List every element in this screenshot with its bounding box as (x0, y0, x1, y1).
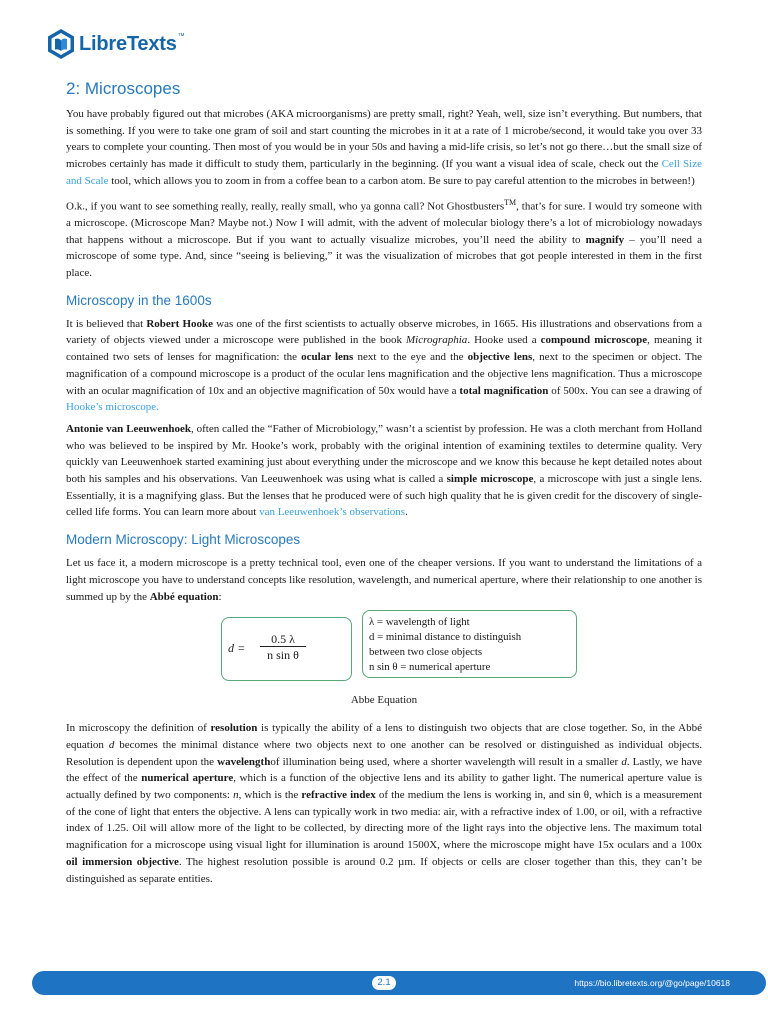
libretexts-logo[interactable] (46, 26, 184, 62)
section-heading-modern: Modern Microscopy: Light Microscopes (66, 532, 301, 548)
leeuwenhoek-observations-link[interactable]: van Leeuwenhoek’s observations (259, 506, 406, 519)
hooke-paragraph: It is believed that Robert Hooke was one of the first scientists to actually observe microbes, in 1665. His illustrations and observations from a variety of objects viewed under a microscope were published in the book Micrographia. Hooke used a compound microscope, meaning it contained two sets of lenses for magnification: the ocular lens next to the eye and the objective lens, next to the specimen or object. The magnification of a compound microscope is a product of the ocular lens magnification and the objective lens magnification. Thus a microscope with an ocular magnification of 10x and an objective magnification of 50x would have a total magnification of 500x. You can see a drawing of Hooke’s microscope. (66, 317, 703, 414)
intro-paragraph-2: O.k., if you want to see something really, really, really small, who ya gonna call? Not Ghostbusters™, that’s for sure. I would try someone with a microscope. (Microscope Man? Maybe not.) Now I will admit, with the advent of molecular biology there’s a lot of microbiology nowadays that happens without a microscope. But if you want to actually visualize microbes, you’ll need the ability to magnify – you’ll need a microscope of some type. And, since “seeing is believing,” it was the visualization of microbes that got people interested in them in the first place. (66, 197, 702, 279)
footer-url-link[interactable]: https://bio.libretexts.org/@go/page/10618 (574, 978, 730, 988)
figure-caption: Abbe Equation (350, 694, 418, 707)
page-number-badge: 2.1 (372, 976, 396, 990)
definitions-box (362, 610, 577, 678)
page-content (66, 78, 702, 892)
definition-line: d = minimal distance to distinguish (369, 631, 522, 644)
modern-paragraph-1: Let us face it, a modern microscope is a pretty technical tool, even one of the cheaper versions. If you want to understand the limitations of a light microscope you have to understand concepts like resolution, wavelength, and numerical aperture, where their relationship to one another is summed up by the Abbé equation: (66, 557, 702, 603)
abbe-equation-figure (66, 610, 702, 716)
page-title: 2: Microscopes (66, 79, 181, 98)
modern-paragraph-2: In microscopy the definition of resolution is typically the ability of a lens to distinguish two objects that are close together. So, in the Abbé equation d becomes the minimal distance where two objects next to one another can be resolved or distinguished as individual objects. Resolution is dependent upon the wavelengthof illumination being used, where a shorter wavelength will result in a smaller d. Lastly, we have the effect of the numerical aperture, which is a function of the objective lens and its ability to gather light. The numerical aperture value is actually defined by two components: n, which is the refractive index of the medium the lens is working in, and sin θ, which is a measurement of the cone of light that enters the objective. A lens can typically work in two media: air, with a refractive index of 1.00, or oil, with a refractive index of 1.25. Oil will allow more of the light to be collected, by directing more of the light rays into the objective lens. The maximum total magnification for a microscope using visual light for illumination is around 1500X, where the microscope might have 15x oculars and a 100x oil immersion objective. The highest resolution possible is around 0.2 µm. If objects or cells are closer together than this, they can’t be distinguished as separate entities. (66, 722, 702, 885)
libretexts-hexagon-icon (46, 28, 76, 60)
equation-equals: = (238, 641, 245, 656)
section-heading-1600s: Microscopy in the 1600s (66, 292, 212, 308)
intro-paragraph-1: You have probably figured out that microbes (AKA microorganisms) are pretty small, right? Yeah, well, size isn’t everything. But numbers, that is something. If you were to take one gram of soil and start counting the microbes in it at a rate of 1 microbe/second, it would take you over 33 years to complete your counting. Then most of you would be in your 50s and having a mid-life crisis, so let’s not go there…but the small size of microbes certainly has made it difficult to study them, particularly in the beginning. (If you want a visual idea of scale, check out the Cell Size and Scale tool, which allows you to zoom in from a coffee bean to a carbon atom. Be sure to pay careful attention to the microbes in between!) (66, 108, 702, 187)
equation-box (221, 617, 352, 681)
definition-line: n sin θ = numerical aperture (369, 661, 491, 674)
hookes-microscope-link[interactable]: Hooke’s microscope. (66, 401, 159, 414)
equation-denominator: n sin θ (267, 648, 299, 663)
definition-line: λ = wavelength of light (369, 616, 470, 629)
equation-numerator: 0.5 λ (260, 632, 306, 647)
cell-size-scale-link[interactable]: Cell Size and Scale (66, 158, 702, 187)
equation-lhs: d (228, 641, 234, 656)
page-footer (32, 971, 766, 995)
leeuwenhoek-paragraph: Antonie van Leeuwenhoek, often called the “Father of Microbiology,” wasn’t a scientist by profession. He was a cloth merchant from Holland who was believed to be inspired by Mr. Hooke’s work, probably with the original intention of examining textiles to determine quality. Very quickly van Leeuwenhoek started examining just about everything under the microscope and we know this because he kept detailed notes about both his samples and his observations. Van Leeuwenhoek was using what is called a simple microscope, a microscope with just a single lens. Essentially, it is a magnifying glass. But the lenses that he produced were of such high quality that he is given credit for the discovery of single-celled life forms. You can learn more about van Leeuwenhoek’s observations. (66, 422, 702, 519)
definition-line: between two close objects (369, 646, 483, 659)
logo-text: LibreTexts™ (79, 32, 185, 55)
